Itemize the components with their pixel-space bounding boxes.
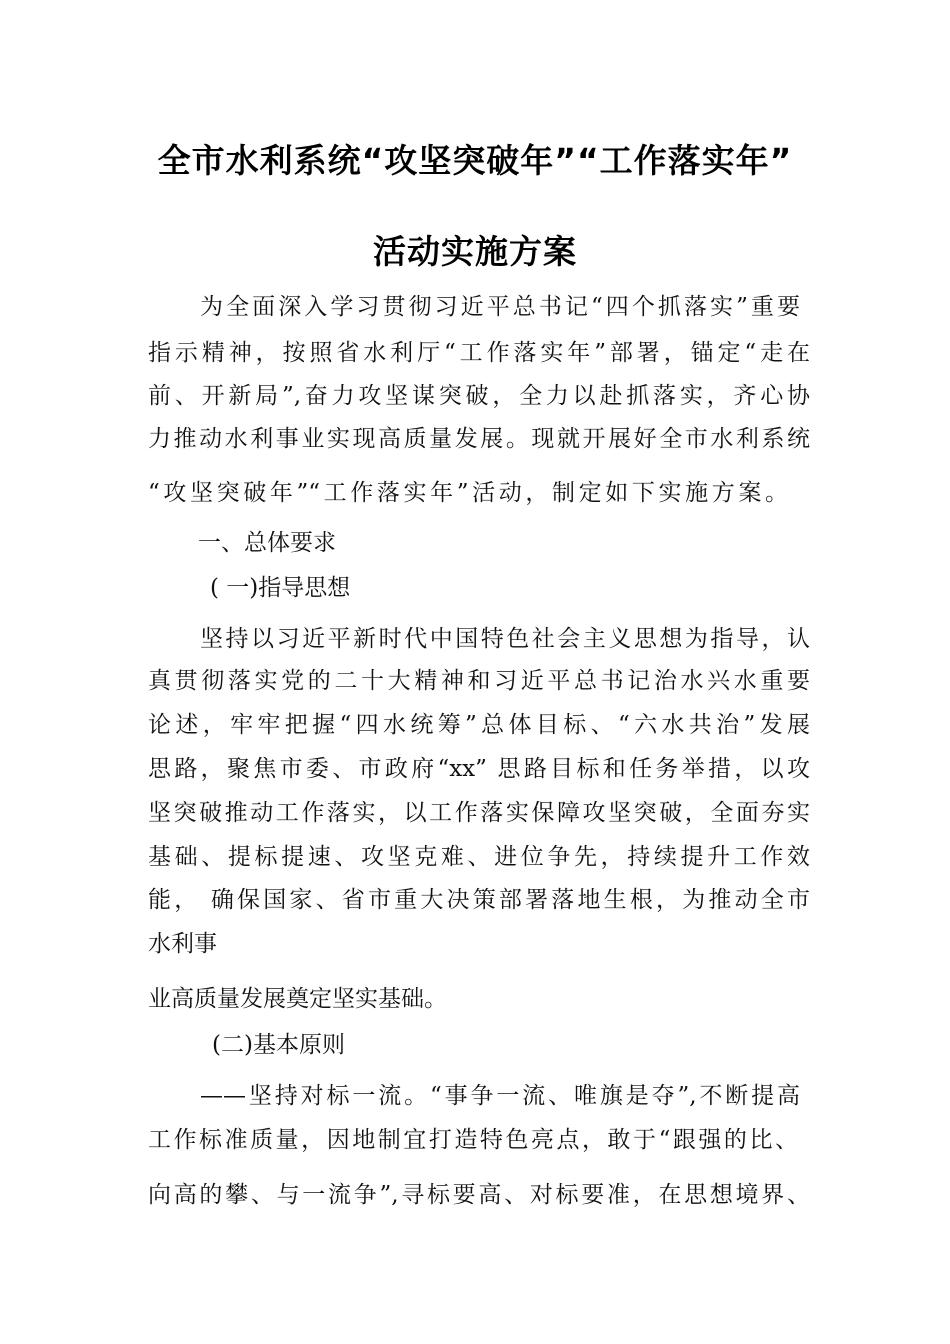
- subsection-heading: (二)基本原则: [212, 1032, 345, 1058]
- paragraph-line: 论述，牢牢把握“四水统筹”总体目标、“六水共治”发展: [148, 712, 810, 738]
- paragraph-line: 力推动水利事业实现高质量发展。现就开展好全市水利系统: [148, 426, 810, 452]
- paragraph-line: 前、开新局”,奋力攻坚谋突破，全力以赴抓落实，齐心协: [148, 383, 810, 409]
- paragraph-line: 思路，聚焦市委、市政府“xx” 思路目标和任务举措，以攻: [148, 756, 810, 782]
- paragraph-line: 指示精神，按照省水利厅“工作落实年”部署，锚定“走在: [148, 340, 810, 366]
- paragraph-line: 业高质量发展奠定坚实基础。: [148, 986, 447, 1012]
- paragraph-line: 坚持以习近平新时代中国特色社会主义思想为指导，认: [200, 626, 810, 652]
- document-title-line-1: 全市水利系统“攻坚突破年”“工作落实年”: [157, 141, 793, 180]
- subsection-heading: ( 一)指导思想: [210, 575, 351, 601]
- paragraph-line: 向高的攀、与一流争”,寻标要高、对标要准，在思想境界、: [148, 1182, 810, 1208]
- document-title-line-2: 活动实施方案: [373, 232, 577, 271]
- paragraph-line: 工作标准质量，因地制宜打造特色亮点，敢于“跟强的比、: [148, 1127, 798, 1153]
- paragraph-line: ——坚持对标一流。“事争一流、唯旗是夺”,不断提高: [200, 1083, 800, 1109]
- paragraph-line: 坚突破推动工作落实，以工作落实保障攻坚突破，全面夯实: [148, 800, 810, 826]
- paragraph-line: 水利事: [148, 931, 217, 957]
- section-heading: 一、总体要求: [198, 530, 336, 556]
- paragraph-line: “攻坚突破年”“工作落实年”活动，制定如下实施方案。: [148, 480, 788, 506]
- paragraph-line: 能， 确保国家、省市重大决策部署落地生根，为推动全市: [148, 887, 810, 913]
- paragraph-line: 真贯彻落实党的二十大精神和习近平总书记治水兴水重要: [148, 668, 810, 694]
- paragraph-line: 为全面深入学习贯彻习近平总书记“四个抓落实”重要: [200, 294, 800, 320]
- paragraph-line: 基础、提标提速、攻坚克难、进位争先，持续提升工作效: [148, 844, 810, 870]
